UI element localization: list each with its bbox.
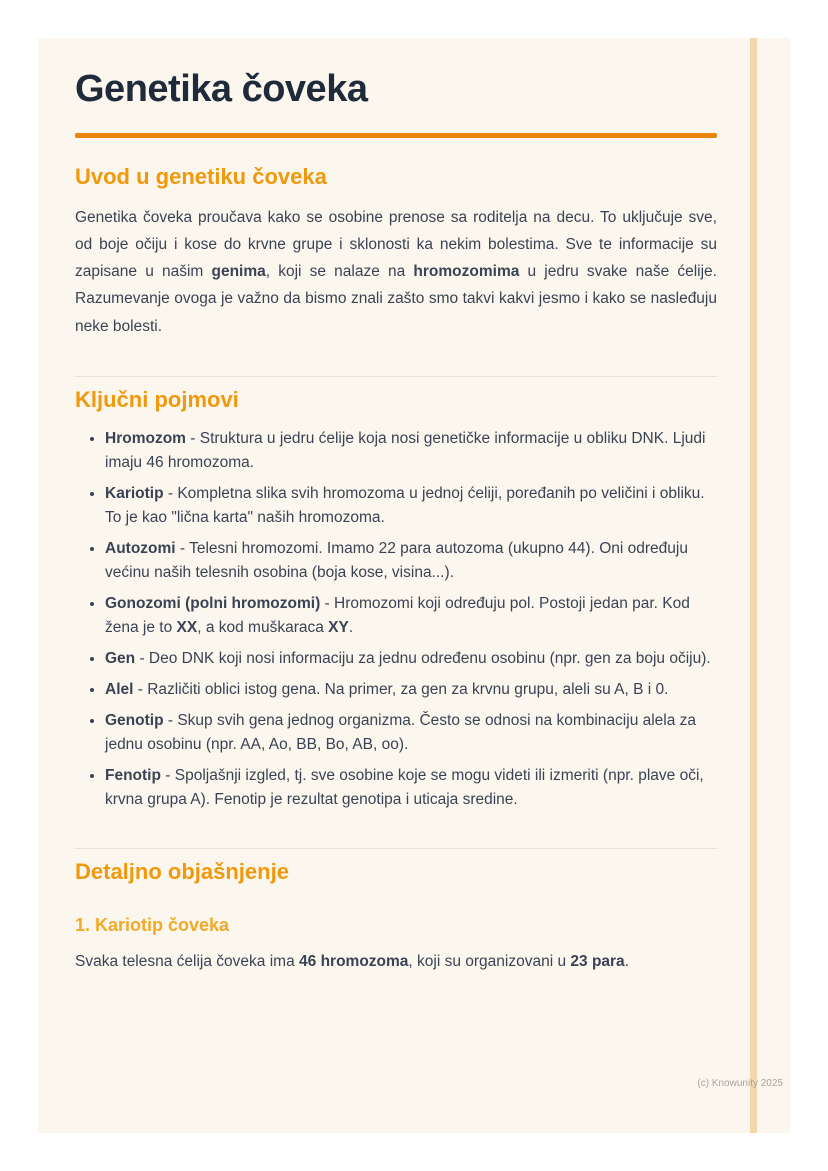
document-content	[75, 164, 717, 975]
term-list	[75, 427, 717, 812]
bold-text: Alel	[105, 680, 134, 698]
bold-text: Autozomi	[105, 539, 176, 557]
section-divider	[75, 376, 717, 377]
text: - Hromozomi koji određuju pol. Postoji jedan par. Kod žena je to	[105, 594, 690, 636]
term-list-item	[105, 678, 717, 702]
text: .	[348, 618, 354, 636]
bold-text: Fenotip	[105, 766, 161, 784]
bold-text: 46 hromozoma	[299, 952, 409, 970]
paragraph	[75, 948, 717, 975]
term-list-item	[105, 537, 717, 585]
bold-text: Hromozom	[105, 429, 186, 447]
bold-text: Gen	[105, 649, 136, 667]
text: , a kod muškaraca	[197, 618, 329, 636]
term-list-item	[105, 427, 717, 475]
document-sheet	[38, 38, 790, 1133]
section-heading: Ključni pojmovi	[75, 386, 239, 412]
term-list-item	[105, 647, 717, 671]
text: - Skup svih gena jednog organizma. Često se odnosi na kombinaciju alela za jednu osobinu (npr. AA, Ao, BB, Bo, AB, oo).	[105, 711, 697, 753]
term-list-item	[105, 709, 717, 757]
term-list-item	[105, 482, 717, 530]
bold-text: hromozomima	[413, 263, 520, 281]
bold-text: Genotip	[105, 711, 164, 729]
subsection-heading: 1. Kariotip čoveka	[75, 914, 230, 935]
bold-text: XX	[176, 618, 198, 636]
text: Genetika čoveka proučava kako se osobine prenose sa roditelja na decu. To uključuje sve, od boje očiju i kose do krvne grupe i sklonosti ka nekim bolestima. Sve te informacije su zapisane u našim	[75, 209, 717, 281]
bold-text: XY	[328, 618, 349, 636]
section-heading: Detaljno objašnjenje	[75, 858, 289, 884]
text: - Kompletna slika svih hromozoma u jednoj ćeliji, poređanih po veličini i obliku. To je kao "lična karta" naših hromozoma.	[105, 484, 705, 526]
section-divider	[75, 848, 717, 849]
text: , koji su organizovani u	[408, 952, 571, 970]
term-list-item	[105, 592, 717, 640]
bold-text: Kariotip	[105, 484, 164, 502]
footer-credit: (c) Knowunity 2025	[697, 1078, 783, 1089]
section-heading: Uvod u genetiku čoveka	[75, 164, 327, 189]
text: Svaka telesna ćelija čoveka ima	[75, 952, 300, 970]
title-accent-rule	[75, 133, 717, 138]
right-edge-stripe	[750, 38, 757, 1133]
text: - Deo DNK koji nosi informaciju za jednu određenu osobinu (npr. gen za boju očiju).	[135, 649, 711, 667]
text: - Spoljašnji izgled, tj. sve osobine koje se mogu videti ili izmeriti (npr. plave oči, krvna grupa A). Fenotip je rezultat genotipa i uticaja sredine.	[105, 766, 704, 808]
term-list-item	[105, 764, 717, 812]
text: .	[624, 952, 629, 970]
bold-text: 23 para	[570, 952, 625, 970]
document-title: Genetika čoveka	[75, 68, 368, 110]
text: - Telesni hromozomi. Imamo 22 para autozoma (ukupno 44). Oni određuju većinu naših telesnih osobina (boja kose, visina...).	[105, 539, 688, 581]
bold-text: genima	[211, 263, 266, 281]
text: - Struktura u jedru ćelije koja nosi genetičke informacije u obliku DNK. Ljudi imaju 46 hromozoma.	[105, 429, 706, 471]
text: u jedru svake naše ćelije. Razumevanje ovoga je važno da bismo znali zašto smo takvi kakvi jesmo i kako se nasleđuju neke bolesti.	[75, 263, 717, 335]
paragraph	[75, 204, 717, 340]
text: , koji se nalaze na	[265, 263, 414, 281]
text: - Različiti oblici istog gena. Na primer, za gen za krvnu grupu, aleli su A, B i 0.	[133, 680, 669, 698]
bold-text: Gonozomi (polni hromozomi)	[105, 594, 321, 612]
